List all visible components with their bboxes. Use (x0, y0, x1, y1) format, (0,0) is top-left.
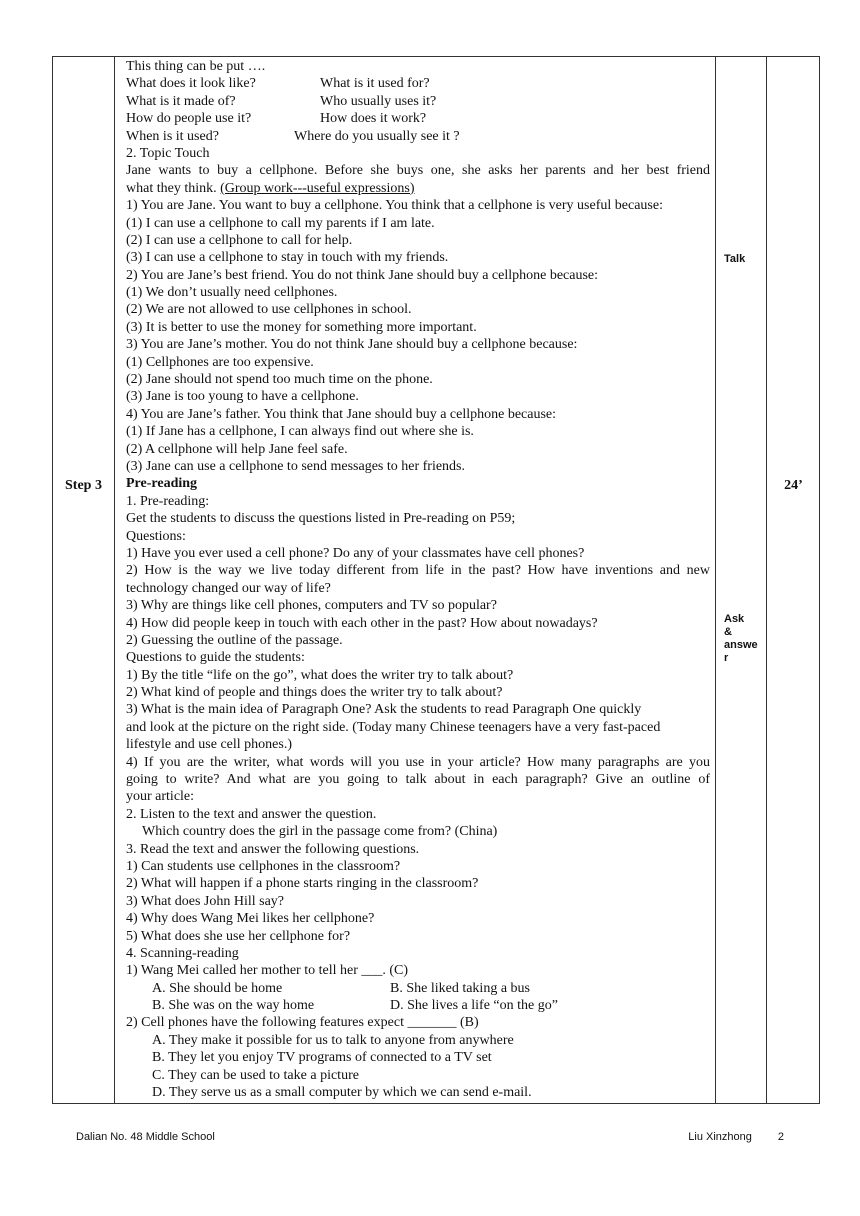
line-text: 1) Can students use cellphones in the classroom? (126, 858, 401, 874)
content-line (126, 197, 710, 214)
content-line (126, 371, 710, 388)
line-text: going to write? And what are you going to talk about in each paragraph? Give an outline of (126, 772, 710, 788)
line-text: 2) Cell phones have the following features expect _______ (B) (126, 1015, 479, 1031)
content-line (126, 267, 710, 284)
content-line (126, 875, 710, 892)
line-col-2: Who usually uses it? (320, 93, 437, 109)
line-text: and look at the picture on the right side. (Today many Chinese teenagers have a very fast-paced (126, 719, 661, 735)
content-line (126, 423, 710, 440)
content-line (126, 528, 710, 545)
line-text: (3) I can use a cellphone to stay in touch with my friends. (126, 250, 449, 266)
content-line (126, 388, 710, 405)
line-text: 2) Guessing the outline of the passage. (126, 632, 343, 648)
content-line (126, 736, 710, 753)
footer-author: Liu Xinzhong (688, 1131, 752, 1143)
line-text: 1) Wang Mei called her mother to tell her ___. (C) (126, 963, 409, 979)
line-text: Questions: (126, 528, 186, 544)
content-line (126, 301, 710, 318)
content-line (126, 232, 710, 249)
content-line (126, 319, 710, 336)
content-line (126, 562, 710, 579)
content-line (126, 545, 710, 562)
content-line (126, 458, 710, 475)
line-col-2: How does it work? (320, 111, 427, 127)
line-text: (2) I can use a cellphone to call for help. (126, 232, 353, 248)
content-line (126, 58, 710, 75)
content-line (126, 684, 710, 701)
content-line (126, 93, 710, 110)
line-text: 1) You are Jane. You want to buy a cellphone. You think that a cellphone is very useful because: (126, 198, 663, 214)
line-col-1: What does it look like? (126, 76, 256, 92)
content-line (126, 510, 710, 527)
content-line (126, 632, 710, 649)
content-line (126, 928, 710, 945)
content-line (126, 215, 710, 232)
line-text: 4) How did people keep in touch with each other in the past? How about nowadays? (126, 615, 598, 631)
content-line (126, 754, 710, 771)
line-text: D. They serve us as a small computer by which we can send e-mail. (152, 1085, 532, 1101)
line-text: Which country does the girl in the passage come from? (China) (142, 824, 498, 840)
line-text: 2) What will happen if a phone starts ringing in the classroom? (126, 876, 479, 892)
line-text: C. They can be used to take a picture (152, 1067, 359, 1083)
activity-ask-line: answe (724, 639, 758, 651)
content-line (126, 806, 710, 823)
line-text: 2) How is the way we live today different from life in the past? How have inventions and new (126, 563, 710, 579)
content-line (126, 1032, 710, 1049)
content-line (126, 962, 710, 979)
line-text: 1) Have you ever used a cell phone? Do any of your classmates have cell phones? (126, 545, 585, 561)
line-text: 3) What is the main idea of Paragraph One? Ask the students to read Paragraph One quickly (126, 702, 642, 718)
line-text: 1) By the title “life on the go”, what does the writer try to talk about? (126, 667, 514, 683)
content-line (126, 649, 710, 666)
line-text: (2) We are not allowed to use cellphones in school. (126, 302, 412, 318)
content-line (126, 580, 710, 597)
line-text: 5) What does she use her cellphone for? (126, 928, 351, 944)
content-line (126, 893, 710, 910)
activity-ask-line: & (724, 626, 732, 638)
section-heading (126, 475, 710, 492)
step-label: Step 3 (65, 478, 102, 493)
content-line (126, 75, 710, 92)
line-text: lifestyle and use cell phones.) (126, 737, 293, 753)
content-line (126, 162, 710, 179)
footer-school: Dalian No. 48 Middle School (76, 1131, 215, 1143)
column-divider (766, 57, 767, 1103)
content-line (126, 128, 710, 145)
line-text: 3) Why are things like cell phones, computers and TV so popular? (126, 598, 497, 614)
line-text: (3) Jane can use a cellphone to send messages to her friends. (126, 458, 465, 474)
line-col-1: How do people use it? (126, 111, 252, 127)
content-line (126, 980, 710, 997)
line-text: (3) It is better to use the money for something more important. (126, 319, 477, 335)
line-text: Jane wants to buy a cellphone. Before she buys one, she asks her parents and her best friend (126, 163, 710, 179)
content-line (126, 284, 710, 301)
content-line (126, 788, 710, 805)
content-line (126, 858, 710, 875)
content-line (126, 1084, 710, 1101)
content-line (126, 1067, 710, 1084)
content-line (126, 180, 710, 197)
line-text: (2) Jane should not spend too much time on the phone. (126, 372, 433, 388)
content-line (126, 354, 710, 371)
line-col-2: What is it used for? (320, 76, 430, 92)
line-text: (1) We don’t usually need cellphones. (126, 285, 338, 301)
content-line (126, 406, 710, 423)
line-text: (1) Cellphones are too expensive. (126, 354, 314, 370)
content-line (126, 441, 710, 458)
line-text: technology changed our way of life? (126, 580, 331, 596)
content-line (126, 493, 710, 510)
line-text: 4) If you are the writer, what words will you use in your article? How many paragraphs are you (126, 754, 710, 770)
content-line (126, 1014, 710, 1031)
line-text: 4) Why does Wang Mei likes her cellphone? (126, 911, 375, 927)
line-text: This thing can be put …. (126, 59, 266, 74)
line-text: (3) Jane is too young to have a cellphone. (126, 389, 359, 405)
content-line (126, 823, 710, 840)
line-text: 1. Pre-reading: (126, 493, 210, 509)
content-line (126, 615, 710, 632)
line-text: your article: (126, 789, 195, 805)
line-text: (1) I can use a cellphone to call my parents if I am late. (126, 215, 435, 231)
line-col-2: B. She liked taking a bus (390, 980, 530, 996)
content-line (126, 910, 710, 927)
line-col-2: Where do you usually see it ? (294, 128, 460, 144)
content-line (126, 771, 710, 788)
line-text: 2. Listen to the text and answer the question. (126, 806, 377, 822)
content-line (126, 701, 710, 718)
line-text: A. They make it possible for us to talk to anyone from anywhere (152, 1032, 514, 1048)
content-line (126, 1049, 710, 1066)
activity-ask-line: r (724, 652, 729, 664)
content-line (126, 110, 710, 127)
page-number: 2 (777, 1131, 784, 1143)
line-text: (2) A cellphone will help Jane feel safe. (126, 441, 348, 457)
line-text: 4) You are Jane’s father. You think that Jane should buy a cellphone because: (126, 406, 557, 422)
lesson-table (52, 56, 820, 1104)
content-line (126, 249, 710, 266)
underlined-text: (Group work---useful expressions) (220, 180, 415, 196)
line-text: 2) What kind of people and things does the writer try to talk about? (126, 685, 503, 701)
line-text: Pre-reading (126, 476, 198, 492)
column-divider (114, 57, 115, 1103)
content-line (126, 841, 710, 858)
page-footer (76, 1131, 784, 1147)
line-text: B. They let you enjoy TV programs of connected to a TV set (152, 1050, 492, 1066)
footer-right (688, 1131, 784, 1143)
activity-ask-line: Ask (724, 613, 745, 625)
line-text: what they think. (126, 180, 221, 196)
line-text: (1) If Jane has a cellphone, I can always find out where she is. (126, 424, 474, 440)
line-col-2: D. She lives a life “on the go” (390, 998, 558, 1014)
line-col-1: B. She was on the way home (152, 998, 315, 1014)
content-line (126, 997, 710, 1014)
line-col-1: A. She should be home (152, 980, 283, 996)
line-text: Get the students to discuss the questions listed in Pre-reading on P59; (126, 511, 516, 527)
column-divider (715, 57, 716, 1103)
content-line (126, 336, 710, 353)
activity-ask-answer (724, 613, 758, 665)
line-text: 2) You are Jane’s best friend. You do not think Jane should buy a cellphone because: (126, 267, 599, 283)
content-line (126, 719, 710, 736)
line-col-1: When is it used? (126, 128, 219, 144)
line-col-1: What is it made of? (126, 93, 236, 109)
line-text: 3) You are Jane’s mother. You do not think Jane should buy a cellphone because: (126, 337, 578, 353)
content-line (126, 145, 710, 162)
content-line (126, 945, 710, 962)
line-text: 3) What does John Hill say? (126, 893, 284, 909)
content-line (126, 667, 710, 684)
line-text: 3. Read the text and answer the following questions. (126, 841, 420, 857)
line-text: 4. Scanning-reading (126, 945, 239, 961)
line-text: Questions to guide the students: (126, 650, 305, 666)
activity-talk: Talk (724, 253, 746, 265)
content-line (126, 597, 710, 614)
time-minutes: 24’ (784, 478, 803, 493)
line-text: 2. Topic Touch (126, 145, 210, 161)
lesson-content (126, 58, 710, 1101)
